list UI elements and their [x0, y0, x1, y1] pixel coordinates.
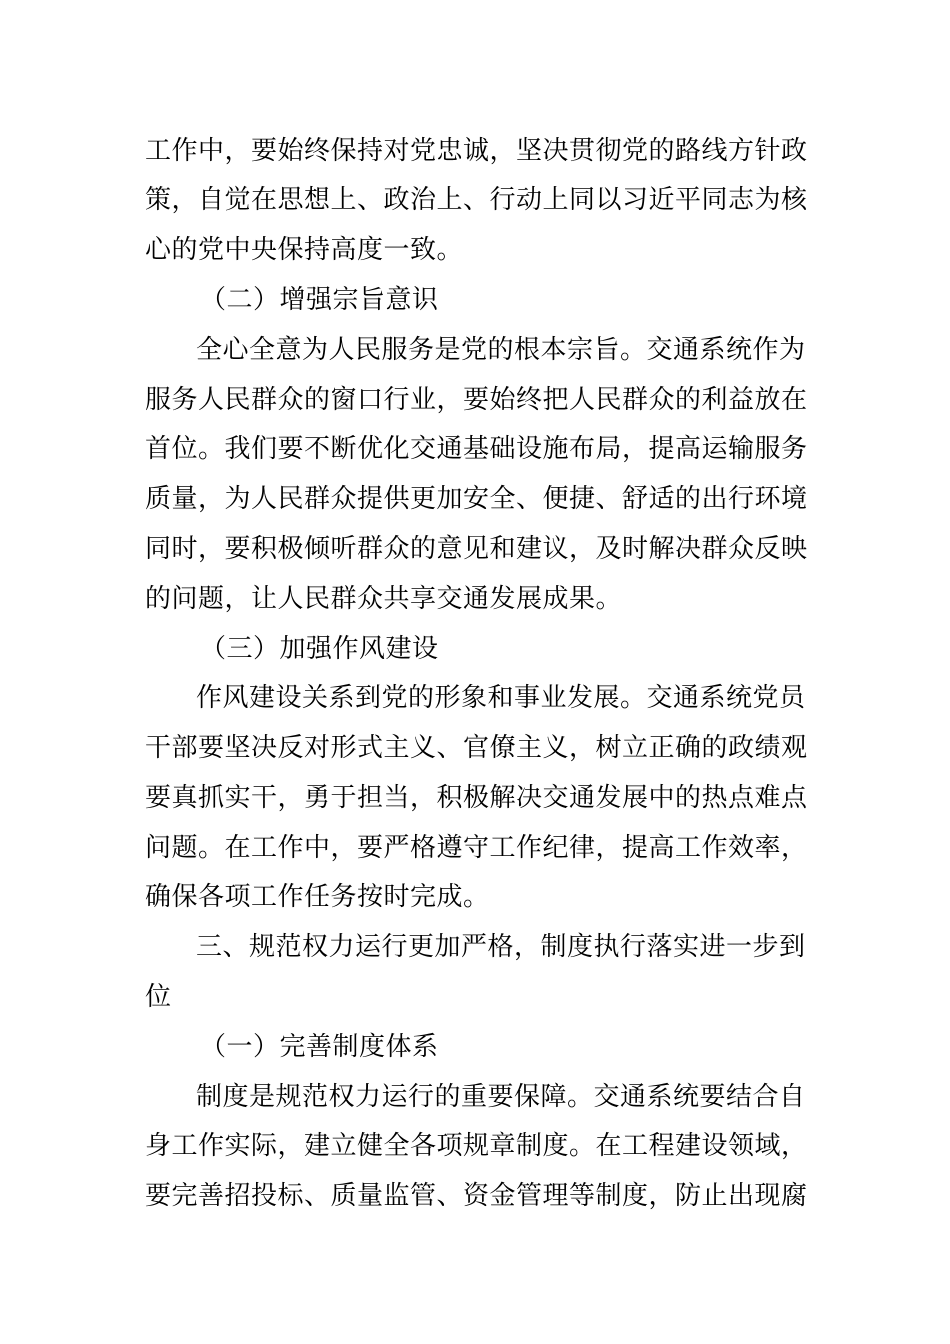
paragraph-line: 确保各项工作任务按时完成。	[145, 882, 490, 912]
paragraph-line: 干部要坚决反对形式主义、官僚主义，树立正确的政绩观	[145, 733, 808, 763]
paragraph-line: 质量，为人民群众提供更加安全、便捷、舒适的出行环境	[145, 484, 808, 514]
paragraph-line: 要真抓实干，勇于担当，积极解决交通发展中的热点难点	[145, 783, 808, 813]
paragraph-line: 工作中，要始终保持对党忠诚，坚决贯彻党的路线方针政	[145, 136, 808, 166]
section-heading: （二）增强宗旨意识	[200, 285, 439, 315]
chapter-heading: 三、规范权力运行更加严格，制度执行落实进一步到	[196, 932, 806, 962]
paragraph-line: 要完善招投标、质量监管、资金管理等制度，防止出现腐	[145, 1181, 808, 1211]
paragraph-line: 身工作实际，建立健全各项规章制度。在工程建设领域，	[145, 1131, 808, 1161]
paragraph-line: 作风建设关系到党的形象和事业发展。交通系统党员	[196, 683, 806, 713]
paragraph-line: 同时，要积极倾听群众的意见和建议，及时解决群众反映	[145, 534, 808, 564]
paragraph-line: 策，自觉在思想上、政治上、行动上同以习近平同志为核	[145, 185, 808, 215]
section-heading: （一）完善制度体系	[200, 1032, 439, 1062]
paragraph-line: 制度是规范权力运行的重要保障。交通系统要结合自	[196, 1082, 806, 1112]
paragraph-line: 首位。我们要不断优化交通基础设施布局，提高运输服务	[145, 434, 808, 464]
paragraph-line: 全心全意为人民服务是党的根本宗旨。交通系统作为	[196, 335, 806, 365]
paragraph-line: 问题。在工作中，要严格遵守工作纪律，提高工作效率，	[145, 833, 808, 863]
section-heading: （三）加强作风建设	[200, 634, 439, 664]
chapter-heading-continued: 位	[145, 982, 172, 1012]
paragraph-line: 心的党中央保持高度一致。	[145, 235, 464, 265]
paragraph-line: 的问题，让人民群众共享交通发展成果。	[145, 584, 623, 614]
paragraph-line: 服务人民群众的窗口行业，要始终把人民群众的利益放在	[145, 385, 808, 415]
